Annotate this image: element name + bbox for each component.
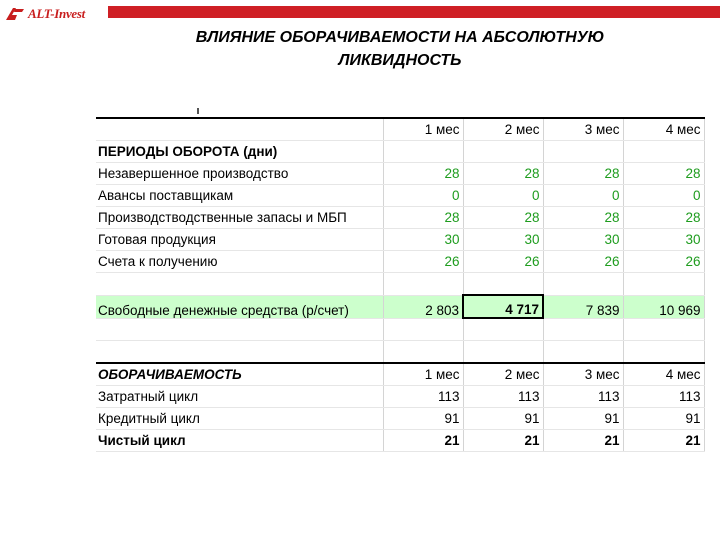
- value-cell[interactable]: 113: [623, 386, 704, 408]
- selected-cash-cell[interactable]: 4 717: [463, 295, 543, 318]
- turnover-header-row: [96, 363, 704, 386]
- month-header-4: 4 мес: [623, 118, 704, 141]
- input-cell[interactable]: 30: [623, 229, 704, 251]
- cash-cell[interactable]: 7 839: [543, 295, 623, 318]
- spacer-row: [96, 318, 704, 341]
- input-cell[interactable]: 28: [463, 207, 543, 229]
- table-row: [96, 229, 704, 251]
- turnover-heading: ОБОРАЧИВАЕМОСТЬ: [96, 363, 383, 386]
- periods-heading: ПЕРИОДЫ ОБОРОТА (дни): [96, 141, 383, 163]
- input-cell[interactable]: 28: [543, 163, 623, 185]
- input-cell[interactable]: 26: [623, 251, 704, 273]
- value-cell[interactable]: 91: [383, 408, 463, 430]
- month-header-row: [96, 118, 704, 141]
- input-cell[interactable]: 0: [543, 185, 623, 207]
- logo-text: ALT-Invest: [28, 6, 85, 21]
- value-cell[interactable]: 21: [463, 430, 543, 452]
- month-header-1: 1 мес: [383, 363, 463, 386]
- row-label: Незавершенное производство: [96, 163, 383, 185]
- input-cell[interactable]: 30: [543, 229, 623, 251]
- input-cell[interactable]: 30: [463, 229, 543, 251]
- turnover-spreadsheet: [96, 117, 705, 452]
- row-label: Затратный цикл: [96, 386, 383, 408]
- month-header-3: 3 мес: [543, 118, 623, 141]
- row-label: Счета к получению: [96, 251, 383, 273]
- row-label: Готовая продукция: [96, 229, 383, 251]
- logo: [4, 6, 85, 22]
- table-row: [96, 408, 704, 430]
- input-cell[interactable]: 0: [463, 185, 543, 207]
- value-cell[interactable]: 91: [623, 408, 704, 430]
- table-row: [96, 251, 704, 273]
- month-header-2: 2 мес: [463, 118, 543, 141]
- input-cell[interactable]: 28: [383, 207, 463, 229]
- month-header-1: 1 мес: [383, 118, 463, 141]
- value-cell[interactable]: 21: [383, 430, 463, 452]
- spacer-row: [96, 273, 704, 296]
- month-header-4: 4 мес: [623, 363, 704, 386]
- input-cell[interactable]: 26: [463, 251, 543, 273]
- row-label: Производстводственные запасы и МБП: [96, 207, 383, 229]
- value-cell[interactable]: 21: [543, 430, 623, 452]
- input-cell[interactable]: 28: [383, 163, 463, 185]
- cursor-mark: [197, 108, 199, 114]
- input-cell[interactable]: 30: [383, 229, 463, 251]
- top-brand-bar: [108, 6, 720, 18]
- input-cell[interactable]: 28: [543, 207, 623, 229]
- value-cell[interactable]: 21: [623, 430, 704, 452]
- input-cell[interactable]: 26: [383, 251, 463, 273]
- input-cell[interactable]: 0: [623, 185, 704, 207]
- month-header-2: 2 мес: [463, 363, 543, 386]
- cash-cell[interactable]: 2 803: [383, 295, 463, 318]
- table-row: [96, 185, 704, 207]
- input-cell[interactable]: 28: [623, 163, 704, 185]
- cash-row: [96, 295, 704, 318]
- value-cell[interactable]: 91: [463, 408, 543, 430]
- input-cell[interactable]: 0: [383, 185, 463, 207]
- input-cell[interactable]: 26: [543, 251, 623, 273]
- value-cell[interactable]: 113: [463, 386, 543, 408]
- value-cell[interactable]: 113: [383, 386, 463, 408]
- input-cell[interactable]: 28: [463, 163, 543, 185]
- cash-label: Свободные денежные средства (р/счет): [96, 295, 383, 318]
- input-cell[interactable]: 28: [623, 207, 704, 229]
- spacer-row: [96, 341, 704, 364]
- row-label: Кредитный цикл: [96, 408, 383, 430]
- row-label: Авансы поставщикам: [96, 185, 383, 207]
- value-cell[interactable]: 91: [543, 408, 623, 430]
- table-row: [96, 386, 704, 408]
- table-row: [96, 163, 704, 185]
- header-blank-cell: [96, 118, 383, 141]
- periods-heading-row: [96, 141, 704, 163]
- month-header-3: 3 мес: [543, 363, 623, 386]
- net-cycle-row: [96, 430, 704, 452]
- net-cycle-label: Чистый цикл: [96, 430, 383, 452]
- cash-cell[interactable]: 10 969: [623, 295, 704, 318]
- page-title: ВЛИЯНИЕ ОБОРАЧИВАЕМОСТИ НА АБСОЛЮТНУЮ ЛИКВИДНОСТЬ: [195, 29, 605, 69]
- alt-invest-logo-icon: [4, 6, 26, 22]
- table-row: [96, 207, 704, 229]
- value-cell[interactable]: 113: [543, 386, 623, 408]
